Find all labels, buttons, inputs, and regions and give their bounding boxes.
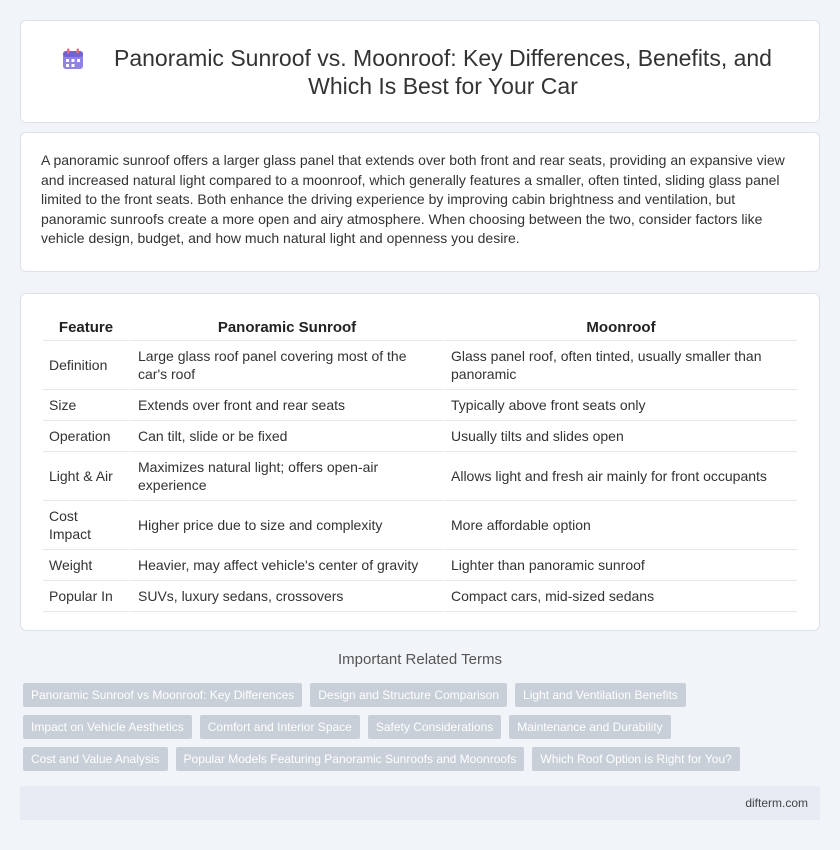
feature-cell: Operation bbox=[43, 421, 129, 452]
footer-site-name[interactable]: difterm.com bbox=[745, 796, 808, 810]
table-header-row bbox=[43, 312, 797, 341]
feature-cell: Light & Air bbox=[43, 452, 129, 501]
moonroof-cell: Lighter than panoramic sunroof bbox=[442, 550, 797, 581]
table-row bbox=[43, 452, 797, 501]
comparison-table bbox=[43, 312, 797, 612]
related-term-tag[interactable]: Comfort and Interior Space bbox=[200, 715, 360, 739]
feature-cell: Definition bbox=[43, 341, 129, 390]
moonroof-cell: Usually tilts and slides open bbox=[442, 421, 797, 452]
footer bbox=[20, 786, 820, 820]
header-panoramic: Panoramic Sunroof bbox=[129, 312, 442, 341]
related-term-tag[interactable]: Safety Considerations bbox=[368, 715, 501, 739]
related-term-tag[interactable]: Light and Ventilation Benefits bbox=[515, 683, 686, 707]
comparison-table-card bbox=[20, 293, 820, 631]
feature-cell: Weight bbox=[43, 550, 129, 581]
moonroof-cell: Compact cars, mid-sized sedans bbox=[442, 581, 797, 612]
header-moonroof: Moonroof bbox=[442, 312, 797, 341]
related-term-tag[interactable]: Popular Models Featuring Panoramic Sunroofs and Moonroofs bbox=[176, 747, 525, 771]
header-card bbox=[20, 20, 820, 123]
intro-card bbox=[20, 132, 820, 272]
header-feature: Feature bbox=[43, 312, 129, 341]
related-terms-heading: Important Related Terms bbox=[338, 651, 502, 668]
feature-cell: Popular In bbox=[43, 581, 129, 612]
table-row bbox=[43, 581, 797, 612]
related-term-tag[interactable]: Cost and Value Analysis bbox=[23, 747, 168, 771]
related-term-tag[interactable]: Maintenance and Durability bbox=[509, 715, 670, 739]
related-terms-list bbox=[23, 683, 823, 779]
feature-cell: Cost Impact bbox=[43, 501, 129, 550]
panoramic-cell: SUVs, luxury sedans, crossovers bbox=[129, 581, 442, 612]
table-row bbox=[43, 390, 797, 421]
calendar-icon bbox=[61, 47, 85, 71]
table-row bbox=[43, 341, 797, 390]
panoramic-cell: Can tilt, slide or be fixed bbox=[129, 421, 442, 452]
table-row bbox=[43, 550, 797, 581]
panoramic-cell: Higher price due to size and complexity bbox=[129, 501, 442, 550]
moonroof-cell: Glass panel roof, often tinted, usually smaller than panoramic bbox=[442, 341, 797, 390]
moonroof-cell: Typically above front seats only bbox=[442, 390, 797, 421]
table-row bbox=[43, 501, 797, 550]
feature-cell: Size bbox=[43, 390, 129, 421]
table-row bbox=[43, 421, 797, 452]
panoramic-cell: Maximizes natural light; offers open-air experience bbox=[129, 452, 442, 501]
related-term-tag[interactable]: Design and Structure Comparison bbox=[310, 683, 507, 707]
panoramic-cell: Heavier, may affect vehicle's center of gravity bbox=[129, 550, 442, 581]
panoramic-cell: Large glass roof panel covering most of the car's roof bbox=[129, 341, 442, 390]
intro-paragraph: A panoramic sunroof offers a larger glass panel that extends over both front and rear seats, providing an expansive view and increased natural light compared to a moonroof, which generally features a smaller, often tinted, sliding glass panel limited to the front seats. Both enhance the driving experience by improving cabin brightness and ventilation, but panoramic sunroofs create a more open and airy atmosphere. When choosing between the two, consider factors like vehicle design, budget, and how much natural light and openness you desire. bbox=[41, 152, 785, 246]
panoramic-cell: Extends over front and rear seats bbox=[129, 390, 442, 421]
moonroof-cell: Allows light and fresh air mainly for front occupants bbox=[442, 452, 797, 501]
page-title: Panoramic Sunroof vs. Moonroof: Key Differences, Benefits, and Which Is Best for Your Car bbox=[114, 44, 772, 99]
moonroof-cell: More affordable option bbox=[442, 501, 797, 550]
related-term-tag[interactable]: Impact on Vehicle Aesthetics bbox=[23, 715, 192, 739]
related-term-tag[interactable]: Which Roof Option is Right for You? bbox=[532, 747, 739, 771]
related-term-tag[interactable]: Panoramic Sunroof vs Moonroof: Key Differences bbox=[23, 683, 302, 707]
